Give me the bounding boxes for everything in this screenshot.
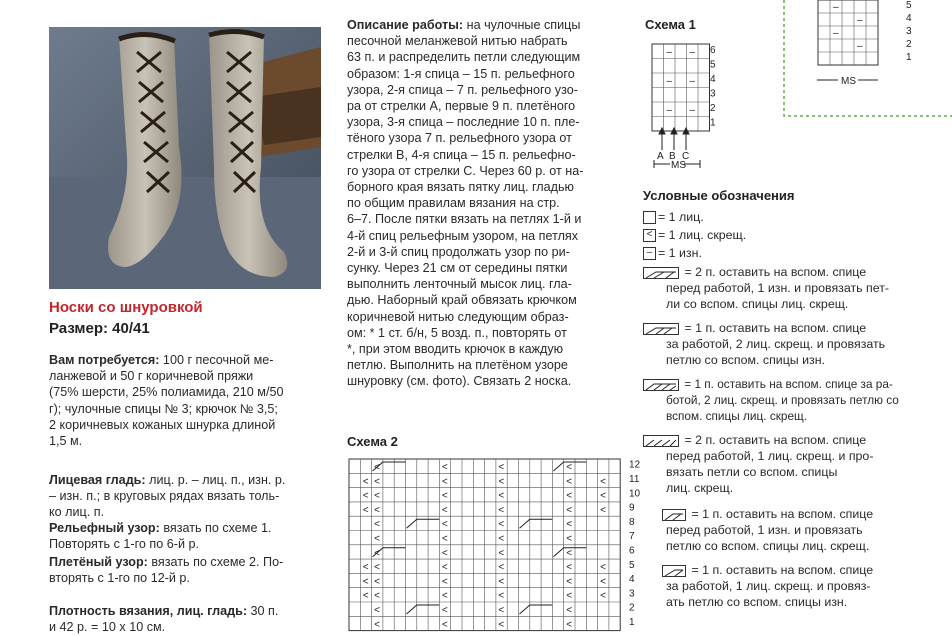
- corner-row-number: 4: [906, 12, 912, 24]
- scheme2-twisted-mark: <: [374, 576, 380, 588]
- scheme2-cable-stroke: [520, 605, 553, 614]
- scheme2-twisted-mark: <: [566, 476, 573, 488]
- socks-photo: [49, 27, 321, 289]
- legend-item-cable-6: [662, 562, 873, 578]
- description-line: борного края вязать пятку лиц. гладью: [347, 180, 575, 195]
- scheme2-twisted-mark: <: [441, 519, 448, 531]
- corner-row-number: 3: [906, 25, 912, 37]
- legend-text: ботой, 2 лиц. скрещ. и провязать петлю со: [666, 393, 899, 407]
- scheme2-row-number: 1: [629, 617, 635, 629]
- corner-row-numbers: [906, 0, 912, 63]
- description-line: коричневой нитью следующим образ-: [347, 309, 569, 324]
- scheme1-stitch-mark: –: [689, 105, 696, 116]
- scheme1-row-numbers: [710, 45, 716, 129]
- description-line: на чулочные спицы: [463, 18, 581, 32]
- scheme2-twisted-mark: <: [600, 576, 606, 588]
- scheme2-row-number: 5: [629, 559, 635, 571]
- scheme2-twisted-mark: <: [441, 619, 448, 631]
- scheme2-twisted-mark: <: [566, 504, 573, 516]
- description-line: песочной меланжевой нитью набрать: [347, 34, 568, 49]
- description-line: петлю. Выполнить на плетёном узоре: [347, 358, 568, 373]
- scheme2-twisted-mark: <: [566, 547, 573, 559]
- legend-item-cable-3: [643, 376, 893, 392]
- scheme2-twisted-mark: <: [374, 476, 380, 488]
- legend-text: перед работой, 1 изн. и провязать пет-: [666, 281, 890, 295]
- pattern-title: Носки со шнуровкой: [49, 299, 203, 316]
- scheme2-twisted-mark: <: [362, 576, 369, 588]
- scheme2-twisted-mark: <: [498, 576, 505, 588]
- scheme2-grid: [349, 459, 620, 631]
- corner-stitch-mark: –: [857, 15, 863, 26]
- legend-text: = 2 п. оставить на вспом. спице: [684, 265, 867, 279]
- legend-text: = 1 п. оставить на вспом. спице за ра-: [684, 377, 893, 391]
- density-block: [49, 603, 327, 635]
- corner-grid: [818, 0, 878, 65]
- braid-line: вторять с 1-го по 12-й р.: [49, 571, 190, 586]
- cable-symbol-icon: [643, 379, 679, 391]
- scheme2-twisted-mark: <: [566, 562, 573, 574]
- legend-text: вязать петли со вспом. спицы: [666, 465, 838, 479]
- braid-line: вязать по схеме 2. По-: [147, 555, 284, 569]
- scheme1-row-number: 2: [710, 102, 716, 114]
- description-line: дью. Наборный край обвязать крючком: [347, 293, 577, 308]
- scheme2-row-number: 10: [629, 488, 641, 500]
- scheme2-twisted-mark: <: [566, 462, 573, 473]
- scheme2-row-number: 11: [629, 474, 640, 486]
- braid-label: Плетёный узор:: [49, 555, 148, 569]
- scheme2-row-number: 8: [629, 516, 635, 528]
- materials-line: (75% шерсти, 25% полиамида, 210 м/50: [49, 385, 284, 400]
- scheme2-twisted-mark: <: [441, 605, 448, 616]
- legend-text: = 1 лиц.: [658, 210, 704, 224]
- stockinette-label: Лицевая гладь:: [49, 473, 146, 487]
- scheme2-twisted-mark: <: [566, 590, 573, 602]
- arrow-label-a: A: [657, 151, 664, 162]
- legend-text: лиц. скрещ.: [666, 481, 734, 495]
- scheme2-twisted-mark: <: [600, 490, 606, 502]
- materials-line: 2 коричневых кожаных шнурка длиной: [49, 417, 276, 432]
- relief-block: [49, 520, 327, 552]
- scheme2-twisted-mark: <: [498, 476, 505, 488]
- legend-item-cable-4: [643, 432, 866, 448]
- scheme2-twisted-mark: <: [600, 590, 606, 602]
- scheme2-twisted-mark: <: [566, 576, 573, 588]
- materials-line: ланжевой и 50 г коричневой пряжи: [49, 369, 254, 384]
- description-line: сунку. Через 21 см от середины пятки: [347, 261, 568, 276]
- legend-text: = 1 изн.: [658, 246, 702, 260]
- scheme1-chart: [640, 38, 730, 178]
- stockinette-line: – изн. п.; в круговых рядах вязать толь-: [49, 489, 280, 504]
- description-line: выполнить ленточный мысок лиц. гла-: [347, 277, 572, 292]
- scheme2-twisted-mark: <: [498, 490, 505, 502]
- description-line: узора, 3-я спица – последние 10 п. пле-: [347, 115, 580, 130]
- scheme2-row-number: 4: [629, 574, 635, 586]
- cable-symbol-icon: [643, 267, 679, 279]
- scheme2-twisted-mark: <: [498, 547, 505, 559]
- scheme2-twisted-mark: <: [362, 590, 369, 602]
- scheme1-ms-label: MS: [671, 160, 686, 171]
- corner-stitch-mark: –: [857, 41, 863, 52]
- legend-text: петлю со вспом. спицы изн.: [666, 353, 826, 367]
- knit-symbol-icon: [643, 211, 656, 224]
- legend-text: за работой, 2 лиц. скрещ. и провязать: [666, 337, 886, 351]
- scheme1-row-number: 3: [710, 88, 716, 100]
- scheme2-twisted-mark: <: [566, 619, 573, 631]
- legend-item-purl: [643, 245, 702, 261]
- scheme2-twisted-mark: <: [498, 562, 505, 574]
- stockinette-block: [49, 472, 327, 521]
- description-line: образом: 1-я спица – 15 п. рельефного: [347, 66, 575, 81]
- relief-label: Рельефный узор:: [49, 521, 160, 535]
- materials-line: 1,5 м.: [49, 434, 83, 449]
- cable-symbol-icon: [662, 509, 686, 521]
- materials-line: 100 г песочной ме-: [159, 353, 274, 367]
- scheme2-twisted-mark: <: [441, 476, 448, 488]
- scheme2-twisted-mark: <: [374, 562, 380, 574]
- legend-text: = 1 п. оставить на вспом. спице: [684, 321, 867, 335]
- scheme2-twisted-mark: <: [498, 462, 505, 473]
- arrow-label-b: B: [669, 151, 676, 162]
- description-line: 4-й спиц рельефным узором, на петлях: [347, 228, 579, 243]
- corner-row-number: 1: [906, 51, 912, 63]
- scheme2-twisted-mark: <: [374, 590, 380, 602]
- legend-item-knit: [643, 209, 704, 225]
- scheme2-row-number: 3: [629, 588, 635, 600]
- stockinette-line: ко лиц. п.: [49, 505, 105, 520]
- legend-text: = 1 п. оставить на вспом. спице: [691, 563, 874, 577]
- scheme2-twisted-mark: <: [374, 504, 380, 516]
- relief-line: Повторять с 1-го по 6-й р.: [49, 537, 199, 552]
- scheme1-grid: [652, 44, 710, 131]
- scheme2-cable-stroke: [520, 519, 553, 528]
- description-line: тёного узора 7 п. рельефного узора от: [347, 131, 572, 146]
- scheme2-twisted-mark: <: [362, 562, 369, 574]
- scheme2-twisted-mark: <: [600, 562, 606, 574]
- legend-text: ли со вспом. спицы лиц. скрещ.: [666, 297, 849, 311]
- legend-text: перед работой, 1 лиц. скрещ. и про-: [666, 449, 874, 463]
- scheme2-row-number: 9: [629, 502, 635, 514]
- legend-text: = 2 п. оставить на вспом. спице: [684, 433, 867, 447]
- scheme2-twisted-mark: <: [566, 519, 573, 531]
- scheme2-row-number: 2: [629, 602, 635, 614]
- scheme1-title: Схема 1: [645, 17, 696, 32]
- arrow-label-c: C: [682, 151, 690, 162]
- scheme2-twisted-mark: <: [566, 490, 573, 502]
- materials-label: Вам потребуется:: [49, 353, 160, 367]
- scheme2-twisted-mark: <: [498, 605, 505, 616]
- scheme1-row-number: 6: [710, 44, 716, 56]
- description-line: 2-й и 3-й спиц продолжать узор по ри-: [347, 244, 570, 259]
- description-line: узора, 2-я спица – 7 п. рельефного узо-: [347, 82, 578, 97]
- scheme2-twisted-mark: <: [362, 476, 369, 488]
- corner-ms-label: MS: [841, 76, 856, 87]
- legend-text: вспом. спицы лиц. скрещ.: [666, 409, 807, 423]
- cable-symbol-icon: [643, 323, 679, 335]
- scheme2-row-number: 7: [629, 531, 635, 543]
- scheme2-twisted-mark: <: [374, 547, 380, 559]
- scheme2-twisted-mark: <: [374, 533, 380, 545]
- description-line: по общим правилам вязания на стр.: [347, 196, 560, 211]
- relief-line: вязать по схеме 1.: [159, 521, 272, 535]
- scheme2-twisted-mark: <: [374, 490, 380, 502]
- description-line: 6–7. После пятки вязать на петлях 1-й и: [347, 212, 582, 227]
- scheme2-cable-stroke: [407, 519, 440, 528]
- scheme2-twisted-mark: <: [600, 504, 606, 516]
- scheme2-twisted-mark: <: [498, 619, 505, 631]
- description-line: го узора от стрелки С. Через 60 р. от на-: [347, 163, 584, 178]
- corner-dashed-frame: [784, 0, 952, 116]
- scheme2-twisted-mark: <: [362, 504, 369, 516]
- density-line: 30 п.: [247, 604, 279, 618]
- scheme2-twisted-mark: <: [566, 605, 573, 616]
- scheme1-row-number: 5: [710, 59, 716, 71]
- socks-illustration: [49, 27, 321, 289]
- scheme2-twisted-mark: <: [566, 533, 573, 545]
- scheme2-title: Схема 2: [347, 434, 398, 449]
- scheme2-twisted-mark: <: [441, 533, 448, 545]
- scheme1-stitch-mark: –: [666, 76, 673, 87]
- purl-symbol-icon: –: [643, 247, 656, 260]
- legend-text: = 1 п. оставить на вспом. спице: [691, 507, 874, 521]
- scheme2-twisted-mark: <: [374, 519, 380, 531]
- description-line: стрелки В, 4-я спица – 15 п. рельефно-: [347, 147, 576, 162]
- scheme1-row-number: 1: [710, 117, 716, 129]
- scheme2-twisted-mark: <: [441, 562, 448, 574]
- cable-symbol-icon: [643, 435, 679, 447]
- legend-text: петлю со вспом. спицы лиц. скрещ.: [666, 539, 870, 553]
- scheme1-stitch-mark: –: [666, 47, 673, 58]
- scheme2-twisted-mark: <: [441, 547, 448, 559]
- legend-text: перед работой, 1 изн. и провязать: [666, 523, 863, 537]
- description-line: 63 п. и распределить петли следующим: [347, 50, 581, 65]
- scheme1-stitch-mark: –: [666, 105, 673, 116]
- corner-row-number: 5: [906, 0, 912, 11]
- corner-border: [818, 0, 878, 65]
- description-line: ом: * 1 ст. б/н, 5 возд. п., повторять от: [347, 325, 567, 340]
- legend-item-cable-2: [643, 320, 866, 336]
- scheme2-twisted-mark: <: [441, 504, 448, 516]
- scheme2-row-numbers: [629, 460, 641, 628]
- scheme2-cable-stroke: [407, 605, 440, 614]
- scheme2-row-number: 6: [629, 545, 635, 557]
- corner-stitch-mark: –: [833, 2, 839, 13]
- scheme2-twisted-mark: <: [441, 462, 448, 473]
- braid-block: [49, 554, 327, 586]
- corner-chart: [780, 0, 952, 120]
- legend-item-cable-5: [662, 506, 873, 522]
- scheme1-arrows: [659, 128, 689, 150]
- scheme1-stitch-mark: –: [689, 76, 696, 87]
- description-label: Описание работы:: [347, 18, 464, 32]
- materials-line: г); чулочные спицы № 3; крючок № 3,5;: [49, 401, 278, 416]
- legend-text: за работой, 1 лиц. скрещ. и провяз-: [666, 579, 871, 593]
- stockinette-line: лиц. р. – лиц. п., изн. р.: [145, 473, 286, 487]
- description-block: [347, 17, 623, 390]
- scheme2-twisted-mark: <: [498, 590, 505, 602]
- scheme2-twisted-mark: <: [441, 490, 448, 502]
- scheme2-twisted-mark: <: [498, 519, 505, 531]
- scheme2-twisted-mark: <: [441, 590, 448, 602]
- legend-text: = 1 лиц. скрещ.: [658, 228, 747, 242]
- scheme2-twisted-mark: <: [441, 576, 448, 588]
- scheme2-twisted-mark: <: [498, 504, 505, 516]
- corner-stitch-mark: –: [833, 28, 839, 39]
- scheme2-twisted-mark: <: [374, 462, 380, 473]
- legend-item-cable-1: [643, 264, 866, 280]
- scheme2-twisted-mark: <: [498, 533, 505, 545]
- legend-item-knit-twisted: [643, 227, 746, 243]
- twisted-knit-symbol-icon: <: [643, 229, 656, 242]
- description-line: шнуровку (см. фото). Связать 2 носка.: [347, 374, 572, 389]
- scheme2-twisted-mark: <: [374, 605, 380, 616]
- description-line: ра от стрелки А, первые 9 п. плетёного: [347, 99, 576, 114]
- density-line: и 42 р. = 10 х 10 см.: [49, 620, 166, 635]
- size-label: Размер: 40/41: [49, 320, 150, 337]
- scheme2-twisted-mark: <: [374, 619, 380, 631]
- legend-title: Условные обозначения: [643, 188, 795, 203]
- scheme2-chart: [345, 455, 645, 635]
- scheme1-row-number: 4: [710, 73, 716, 85]
- scheme1-stitch-mark: –: [689, 47, 696, 58]
- legend-text: ать петлю со вспом. спицы изн.: [666, 595, 848, 609]
- corner-row-number: 2: [906, 38, 912, 50]
- cable-symbol-icon: [662, 565, 686, 577]
- density-label: Плотность вязания, лиц. гладь:: [49, 604, 248, 618]
- scheme2-twisted-mark: <: [362, 490, 369, 502]
- materials-block: [49, 352, 327, 449]
- scheme2-twisted-mark: <: [600, 476, 606, 488]
- description-line: *, при этом вводить крючок в каждую: [347, 342, 564, 357]
- scheme2-row-number: 12: [629, 459, 641, 471]
